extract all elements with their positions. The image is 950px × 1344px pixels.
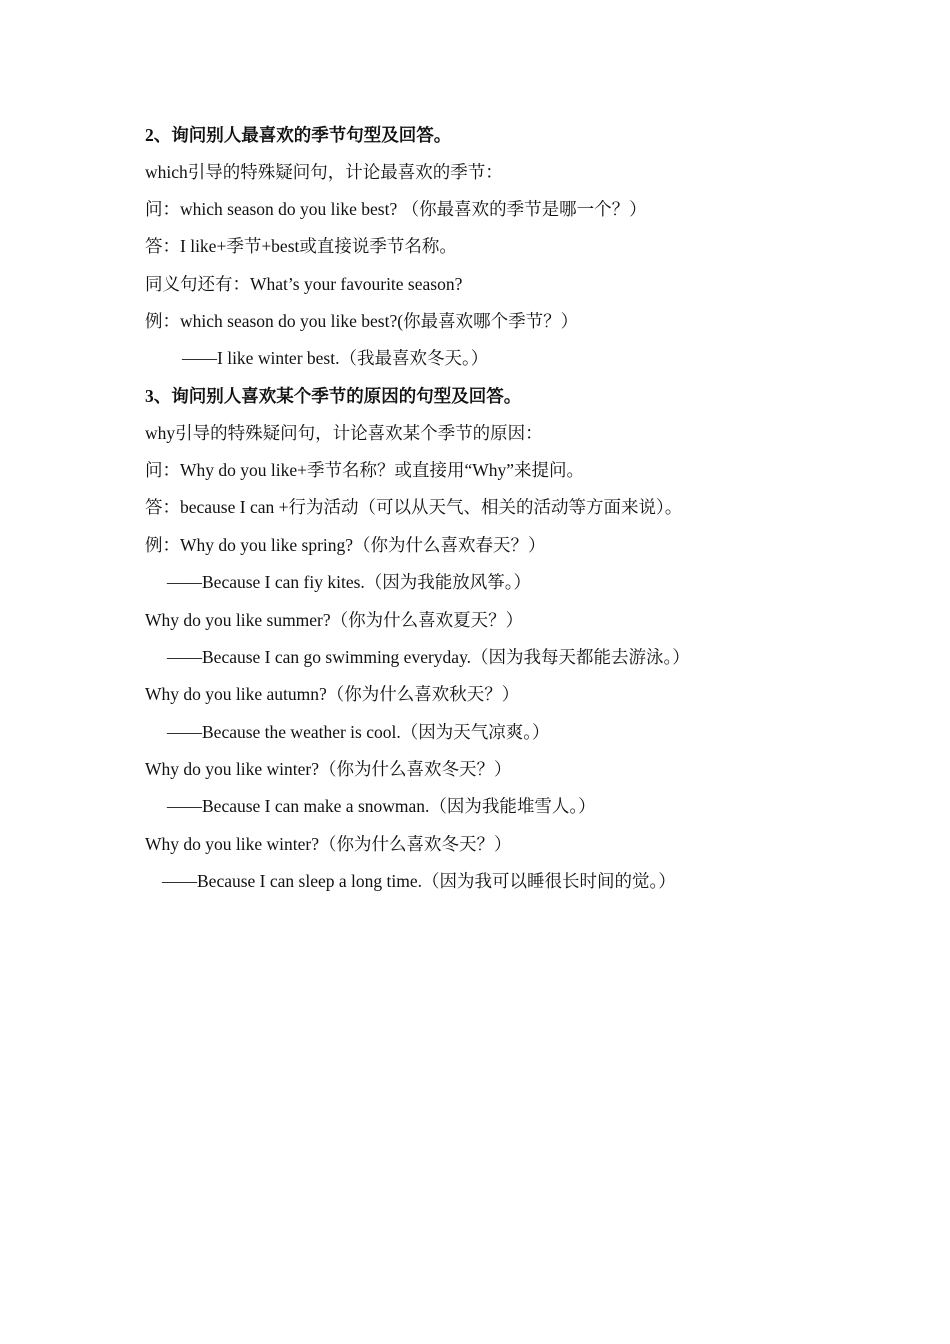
section-2-line-1: which引导的特殊疑问句，计论最喜欢的季节： [145,162,503,182]
section-2-example-answer: ——I like winter best.（我最喜欢冬天。） [182,348,489,368]
section-3-answer: 答：because I can +行为活动（可以从天气、相关的活动等方面来说）。 [145,497,683,517]
section-3-answer-summer: ——Because I can go swimming everyday.（因为我每天都能去游泳。） [167,647,690,667]
section-3-answer-winter-1: ——Because I can make a snowman.（因为我能堆雪人。） [167,796,596,816]
section-3-line-1: why引导的特殊疑问句，计论喜欢某个季节的原因： [145,423,543,443]
section-2-synonym: 同义句还有：What’s your favourite season? [145,274,463,294]
section-3-question-winter-1: Why do you like winter?（你为什么喜欢冬天？） [145,759,512,779]
section-3-answer-winter-2: ——Because I can sleep a long time.（因为我可以睡很长时间的觉。） [162,871,676,891]
section-3-answer-spring: ——Because I can fiy kites.（因为我能放风筝。） [167,572,532,592]
section-3-question: 问：Why do you like+季节名称？或直接用“Why”来提问。 [145,460,585,480]
section-3-answer-autumn: ——Because the weather is cool.（因为天气凉爽。） [167,722,550,742]
section-3-question-autumn: Why do you like autumn?（你为什么喜欢秋天？） [145,684,520,704]
section-3-question-winter-2: Why do you like winter?（你为什么喜欢冬天？） [145,834,512,854]
section-2-answer: 答：I like+季节+best或直接说季节名称。 [145,236,457,256]
section-3-question-summer: Why do you like summer?（你为什么喜欢夏天？） [145,610,524,630]
section-2-question: 问：which season do you like best? （你最喜欢的季节是哪一个？） [145,199,647,219]
section-3-heading: 3、询问别人喜欢某个季节的原因的句型及回答。 [145,386,522,406]
section-2-example: 例：which season do you like best?(你最喜欢哪个季节？） [145,311,579,331]
section-2-heading: 2、询问别人最喜欢的季节句型及回答。 [145,125,452,145]
section-3-example-spring: 例：Why do you like spring?（你为什么喜欢春天？） [145,535,546,555]
